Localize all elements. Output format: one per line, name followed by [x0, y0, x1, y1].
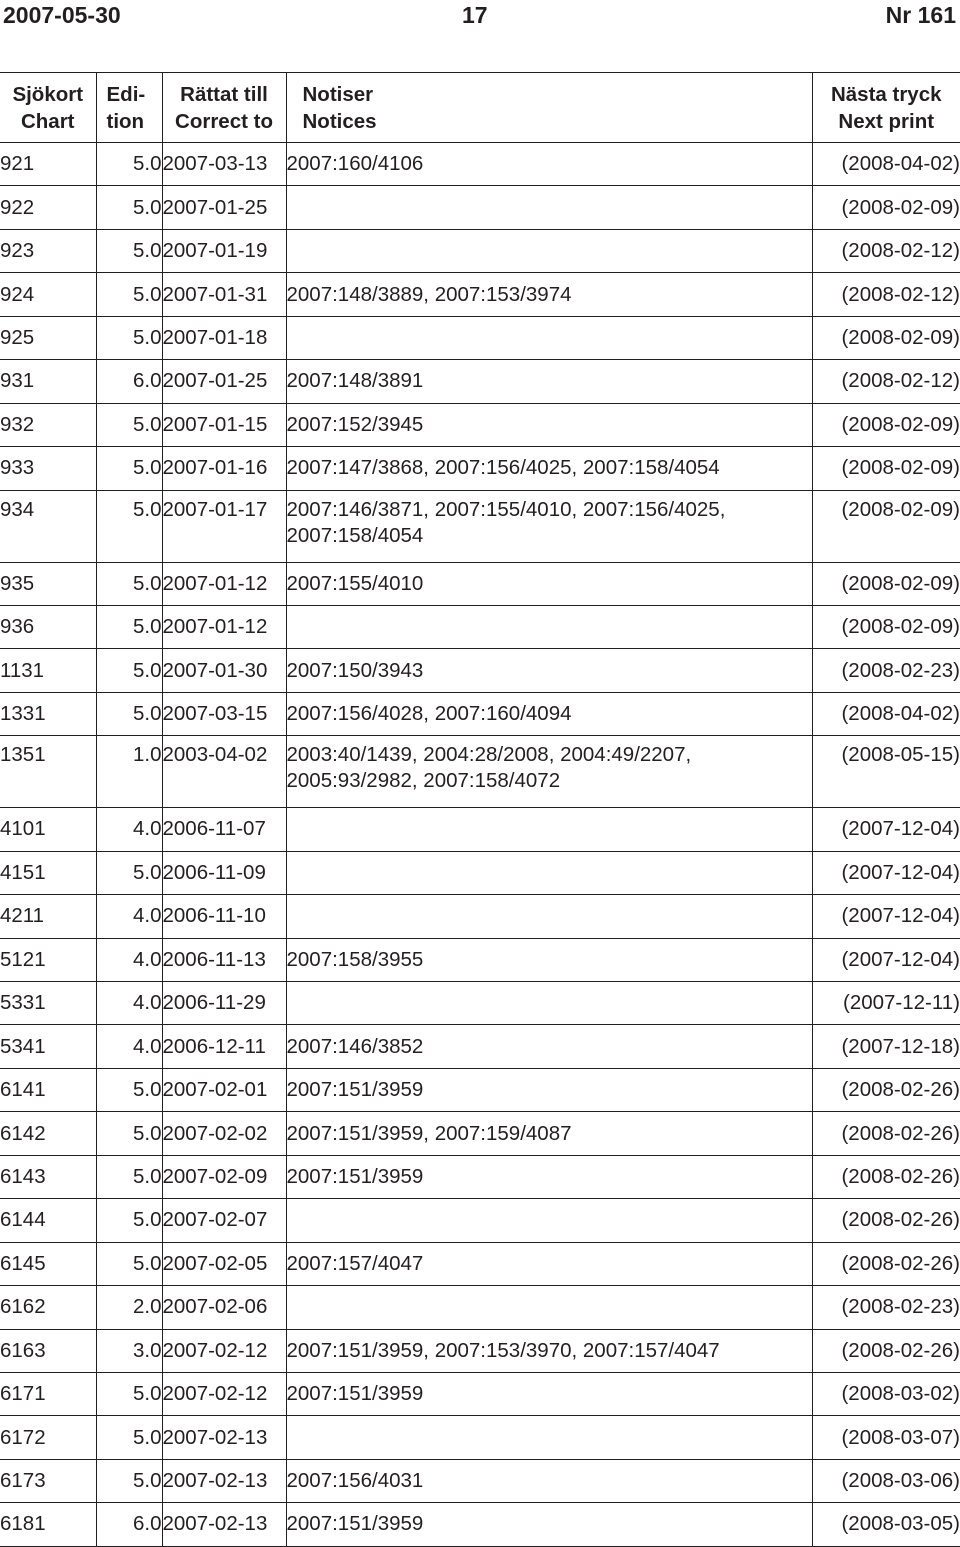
- table-row: [0, 143, 960, 186]
- cell-correct-to: 2007-02-12: [162, 1372, 286, 1415]
- cell-next-print: (2008-02-09): [812, 403, 960, 446]
- cell-chart: 6142: [0, 1112, 96, 1155]
- cell-correct-to: 2006-11-29: [162, 982, 286, 1025]
- cell-notices: 2007:146/3852: [286, 1025, 812, 1068]
- header-date: 2007-05-30: [3, 2, 121, 29]
- table-row: [0, 1112, 960, 1155]
- table-row: [0, 808, 960, 851]
- cell-next-print: (2007-12-18): [812, 1025, 960, 1068]
- cell-notices: 2007:158/3955: [286, 938, 812, 981]
- column-header-line: Sjökort: [0, 81, 96, 108]
- cell-next-print: (2008-02-26): [812, 1112, 960, 1155]
- table-row: [0, 938, 960, 981]
- cell-edition: 5.0: [96, 605, 162, 648]
- cell-next-print: (2008-02-09): [812, 316, 960, 359]
- cell-edition: 5.0: [96, 649, 162, 692]
- cell-notices: [286, 1199, 812, 1242]
- table-row: [0, 1503, 960, 1546]
- cell-notices: [286, 1416, 812, 1459]
- cell-correct-to: 2003-04-02: [162, 736, 286, 808]
- cell-edition: 5.0: [96, 143, 162, 186]
- table-row: [0, 490, 960, 562]
- table-row: [0, 692, 960, 735]
- cell-notices: 2007:147/3868, 2007:156/4025, 2007:158/4054: [286, 447, 812, 490]
- cell-correct-to: 2007-01-30: [162, 649, 286, 692]
- cell-next-print: (2008-03-02): [812, 1372, 960, 1415]
- cell-notices: 2007:152/3945: [286, 403, 812, 446]
- cell-notices: [286, 851, 812, 894]
- cell-chart: 1131: [0, 649, 96, 692]
- cell-chart: 924: [0, 273, 96, 316]
- table-row: [0, 1416, 960, 1459]
- table-row: [0, 316, 960, 359]
- cell-next-print: (2008-03-06): [812, 1459, 960, 1502]
- cell-chart: 1351: [0, 736, 96, 808]
- table-row: [0, 1025, 960, 1068]
- cell-next-print: (2008-02-09): [812, 562, 960, 605]
- cell-correct-to: 2007-02-09: [162, 1155, 286, 1198]
- page-header: [0, 0, 960, 30]
- cell-next-print: (2007-12-04): [812, 851, 960, 894]
- cell-correct-to: 2007-02-06: [162, 1286, 286, 1329]
- table-row: [0, 851, 960, 894]
- cell-edition: 5.0: [96, 316, 162, 359]
- cell-chart: 6171: [0, 1372, 96, 1415]
- cell-notices: [286, 316, 812, 359]
- cell-notices: [286, 1286, 812, 1329]
- cell-edition: 5.0: [96, 1416, 162, 1459]
- cell-next-print: (2008-02-12): [812, 273, 960, 316]
- cell-chart: 6144: [0, 1199, 96, 1242]
- cell-chart: 1331: [0, 692, 96, 735]
- table-row: [0, 1372, 960, 1415]
- cell-next-print: (2008-05-15): [812, 736, 960, 808]
- table-row: [0, 562, 960, 605]
- table-row: [0, 1155, 960, 1198]
- cell-chart: 5331: [0, 982, 96, 1025]
- cell-chart: 6173: [0, 1459, 96, 1502]
- cell-edition: 5.0: [96, 1155, 162, 1198]
- table-row: [0, 1459, 960, 1502]
- cell-notices: 2007:151/3959, 2007:153/3970, 2007:157/4047: [286, 1329, 812, 1372]
- table-row: [0, 605, 960, 648]
- cell-edition: 6.0: [96, 360, 162, 403]
- table-row: [0, 1199, 960, 1242]
- cell-edition: 5.0: [96, 229, 162, 272]
- header-issue-number: Nr 161: [886, 2, 956, 29]
- chart-correction-table: [0, 72, 960, 1547]
- cell-edition: 6.0: [96, 1503, 162, 1546]
- cell-chart: 925: [0, 316, 96, 359]
- cell-correct-to: 2007-03-13: [162, 143, 286, 186]
- cell-next-print: (2008-02-09): [812, 447, 960, 490]
- table-row: [0, 1286, 960, 1329]
- table-row: [0, 229, 960, 272]
- cell-edition: 4.0: [96, 1025, 162, 1068]
- column-header-line: Chart: [0, 108, 96, 135]
- cell-correct-to: 2007-01-18: [162, 316, 286, 359]
- cell-notices: 2003:40/1439, 2004:28/2008, 2004:49/2207, 2005:93/2982, 2007:158/4072: [286, 736, 812, 808]
- table-row: [0, 403, 960, 446]
- cell-edition: 5.0: [96, 490, 162, 562]
- cell-notices: 2007:146/3871, 2007:155/4010, 2007:156/4025, 2007:158/4054: [286, 490, 812, 562]
- cell-notices: [286, 186, 812, 229]
- cell-correct-to: 2007-01-12: [162, 562, 286, 605]
- cell-correct-to: 2007-02-13: [162, 1459, 286, 1502]
- cell-notices: 2007:148/3891: [286, 360, 812, 403]
- cell-correct-to: 2006-12-11: [162, 1025, 286, 1068]
- cell-correct-to: 2007-02-01: [162, 1068, 286, 1111]
- cell-next-print: (2008-02-26): [812, 1199, 960, 1242]
- cell-notices: 2007:151/3959: [286, 1372, 812, 1415]
- cell-chart: 921: [0, 143, 96, 186]
- column-header-line: tion: [107, 108, 162, 135]
- cell-edition: 5.0: [96, 851, 162, 894]
- cell-notices: 2007:160/4106: [286, 143, 812, 186]
- cell-notices: 2007:151/3959: [286, 1503, 812, 1546]
- table-row: [0, 1068, 960, 1111]
- cell-notices: 2007:150/3943: [286, 649, 812, 692]
- cell-chart: 932: [0, 403, 96, 446]
- column-header-line: Edi-: [107, 81, 162, 108]
- cell-edition: 5.0: [96, 1199, 162, 1242]
- table-row: [0, 736, 960, 808]
- chart-correction-table-container: [0, 72, 960, 1547]
- column-header-line: Nästa tryck: [813, 81, 960, 108]
- cell-chart: 6163: [0, 1329, 96, 1372]
- cell-edition: 4.0: [96, 808, 162, 851]
- cell-next-print: (2008-02-26): [812, 1068, 960, 1111]
- cell-chart: 5121: [0, 938, 96, 981]
- cell-edition: 5.0: [96, 186, 162, 229]
- cell-notices: [286, 982, 812, 1025]
- cell-chart: 4151: [0, 851, 96, 894]
- cell-edition: 3.0: [96, 1329, 162, 1372]
- cell-notices: 2007:151/3959: [286, 1155, 812, 1198]
- cell-correct-to: 2007-02-13: [162, 1416, 286, 1459]
- column-header-line: Notiser: [303, 81, 812, 108]
- column-header-line: Next print: [813, 108, 960, 135]
- cell-next-print: (2007-12-04): [812, 938, 960, 981]
- cell-notices: 2007:151/3959: [286, 1068, 812, 1111]
- cell-correct-to: 2007-01-15: [162, 403, 286, 446]
- cell-correct-to: 2006-11-10: [162, 895, 286, 938]
- table-body: [0, 143, 960, 1547]
- header-page-number: 17: [462, 2, 488, 29]
- cell-next-print: (2008-04-02): [812, 143, 960, 186]
- cell-chart: 4211: [0, 895, 96, 938]
- cell-next-print: (2008-02-23): [812, 649, 960, 692]
- cell-edition: 5.0: [96, 562, 162, 605]
- table-row: [0, 273, 960, 316]
- cell-notices: 2007:156/4031: [286, 1459, 812, 1502]
- cell-edition: 4.0: [96, 895, 162, 938]
- cell-edition: 5.0: [96, 1459, 162, 1502]
- table-header-row: [0, 73, 960, 143]
- table-row: [0, 895, 960, 938]
- table-row: [0, 649, 960, 692]
- cell-chart: 934: [0, 490, 96, 562]
- column-header-line: Correct to: [163, 108, 286, 135]
- cell-edition: 5.0: [96, 403, 162, 446]
- cell-chart: 6162: [0, 1286, 96, 1329]
- cell-chart: 923: [0, 229, 96, 272]
- cell-next-print: (2008-02-09): [812, 186, 960, 229]
- cell-chart: 5341: [0, 1025, 96, 1068]
- cell-correct-to: 2007-01-31: [162, 273, 286, 316]
- cell-correct-to: 2006-11-07: [162, 808, 286, 851]
- cell-correct-to: 2006-11-13: [162, 938, 286, 981]
- cell-notices: 2007:151/3959, 2007:159/4087: [286, 1112, 812, 1155]
- cell-next-print: (2008-02-26): [812, 1329, 960, 1372]
- column-header-next-print: [812, 73, 960, 143]
- cell-correct-to: 2006-11-09: [162, 851, 286, 894]
- column-header-notices: [286, 73, 812, 143]
- cell-chart: 931: [0, 360, 96, 403]
- cell-correct-to: 2007-02-05: [162, 1242, 286, 1285]
- table-row: [0, 982, 960, 1025]
- cell-correct-to: 2007-01-25: [162, 360, 286, 403]
- cell-edition: 5.0: [96, 447, 162, 490]
- cell-correct-to: 2007-02-02: [162, 1112, 286, 1155]
- cell-chart: 4101: [0, 808, 96, 851]
- cell-edition: 5.0: [96, 1068, 162, 1111]
- cell-chart: 6145: [0, 1242, 96, 1285]
- cell-chart: 6143: [0, 1155, 96, 1198]
- cell-edition: 5.0: [96, 1242, 162, 1285]
- column-header-correct-to: [162, 73, 286, 143]
- cell-notices: [286, 808, 812, 851]
- table-row: [0, 1242, 960, 1285]
- cell-correct-to: 2007-02-13: [162, 1503, 286, 1546]
- cell-chart: 922: [0, 186, 96, 229]
- cell-next-print: (2008-03-05): [812, 1503, 960, 1546]
- cell-correct-to: 2007-01-16: [162, 447, 286, 490]
- cell-next-print: (2008-02-26): [812, 1242, 960, 1285]
- cell-next-print: (2008-02-12): [812, 360, 960, 403]
- cell-edition: 1.0: [96, 736, 162, 808]
- cell-notices: [286, 895, 812, 938]
- table-row: [0, 186, 960, 229]
- cell-correct-to: 2007-01-19: [162, 229, 286, 272]
- cell-edition: 4.0: [96, 982, 162, 1025]
- cell-next-print: (2007-12-04): [812, 808, 960, 851]
- table-row: [0, 1329, 960, 1372]
- cell-edition: 5.0: [96, 273, 162, 316]
- cell-edition: 5.0: [96, 1112, 162, 1155]
- column-header-chart: [0, 73, 96, 143]
- cell-correct-to: 2007-03-15: [162, 692, 286, 735]
- cell-correct-to: 2007-01-25: [162, 186, 286, 229]
- cell-chart: 935: [0, 562, 96, 605]
- cell-next-print: (2008-02-26): [812, 1155, 960, 1198]
- column-header-line: Notices: [303, 108, 812, 135]
- table-row: [0, 360, 960, 403]
- cell-edition: 5.0: [96, 692, 162, 735]
- cell-chart: 936: [0, 605, 96, 648]
- cell-notices: 2007:157/4047: [286, 1242, 812, 1285]
- cell-next-print: (2007-12-11): [812, 982, 960, 1025]
- column-header-line: Rättat till: [163, 81, 286, 108]
- table-row: [0, 447, 960, 490]
- cell-notices: 2007:156/4028, 2007:160/4094: [286, 692, 812, 735]
- cell-next-print: (2008-02-23): [812, 1286, 960, 1329]
- cell-correct-to: 2007-01-17: [162, 490, 286, 562]
- cell-edition: 2.0: [96, 1286, 162, 1329]
- cell-notices: [286, 605, 812, 648]
- cell-chart: 6141: [0, 1068, 96, 1111]
- cell-chart: 933: [0, 447, 96, 490]
- cell-next-print: (2008-02-09): [812, 605, 960, 648]
- cell-next-print: (2008-04-02): [812, 692, 960, 735]
- cell-correct-to: 2007-02-07: [162, 1199, 286, 1242]
- cell-notices: 2007:155/4010: [286, 562, 812, 605]
- cell-chart: 6181: [0, 1503, 96, 1546]
- column-header-edition: [96, 73, 162, 143]
- cell-next-print: (2007-12-04): [812, 895, 960, 938]
- cell-edition: 4.0: [96, 938, 162, 981]
- cell-chart: 6172: [0, 1416, 96, 1459]
- cell-notices: [286, 229, 812, 272]
- cell-correct-to: 2007-02-12: [162, 1329, 286, 1372]
- cell-correct-to: 2007-01-12: [162, 605, 286, 648]
- cell-edition: 5.0: [96, 1372, 162, 1415]
- cell-next-print: (2008-03-07): [812, 1416, 960, 1459]
- cell-notices: 2007:148/3889, 2007:153/3974: [286, 273, 812, 316]
- cell-next-print: (2008-02-12): [812, 229, 960, 272]
- cell-next-print: (2008-02-09): [812, 490, 960, 562]
